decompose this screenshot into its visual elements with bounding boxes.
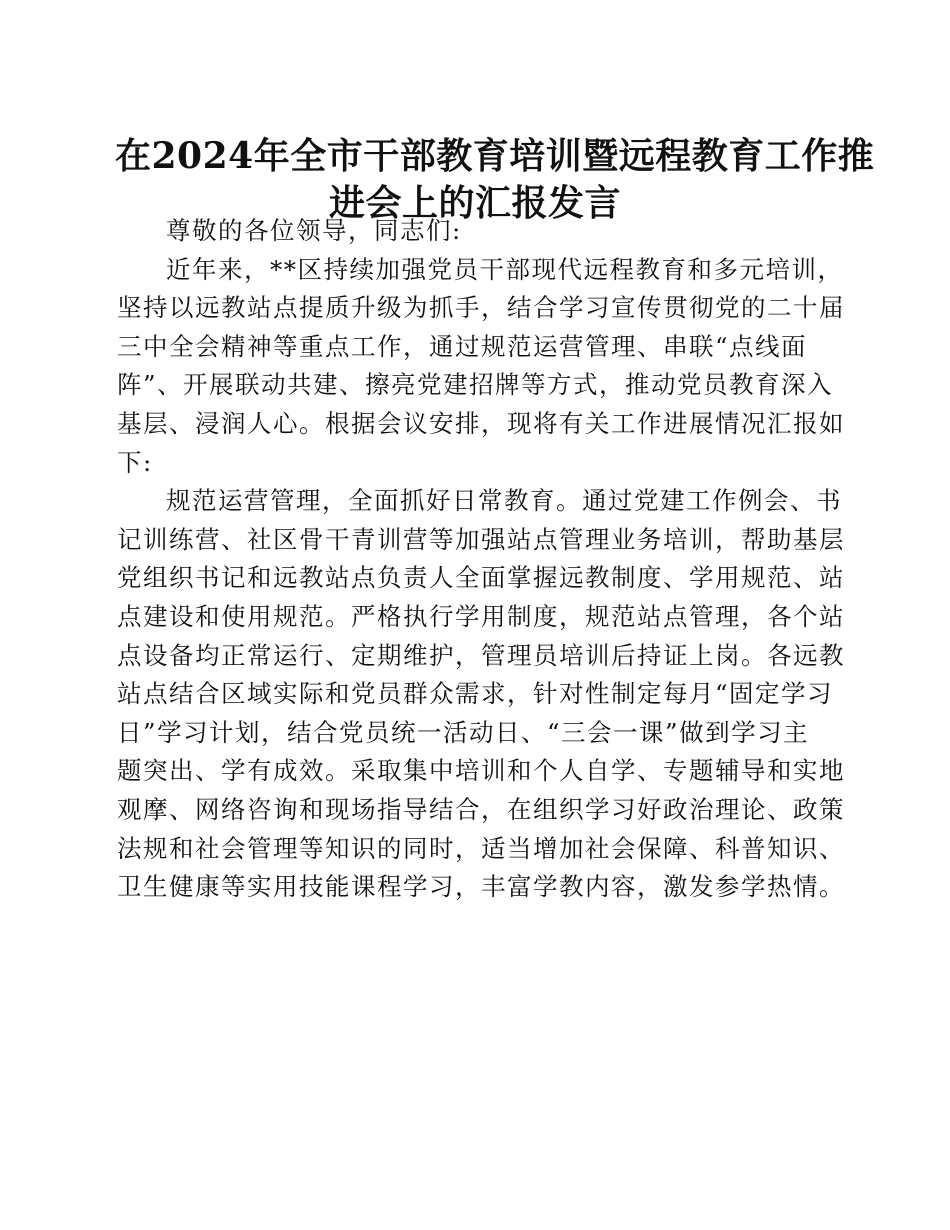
greeting-paragraph [117, 212, 817, 251]
paragraph-line: 点建设和使用规范。严格执行学用制度，规范站点管理，各个站 [117, 601, 845, 631]
paragraph-line: 法规和社会管理等知识的同时，适当增加社会保障、科普知识、 [117, 833, 845, 863]
greeting-line: 尊敬的各位领导，同志们: [166, 216, 462, 245]
paragraph-line: 站点结合区域实际和党员群众需求，针对性制定每月“固定学习 [117, 679, 834, 709]
paragraph-line: 坚持以远教站点提质升级为抓手，结合学习宣传贯彻党的二十届 [117, 293, 845, 323]
paragraph-line: 阵”、开展联动共建、擦亮党建招牌等方式，推动党员教育深入 [117, 370, 834, 400]
title-line: 进会上的汇报发言 [328, 182, 621, 224]
intro-paragraph [117, 251, 845, 483]
paragraph-line: 三中全会精神等重点工作，通过规范运营管理、串联“点线面 [117, 331, 808, 361]
paragraph-line: 记训练营、社区骨干青训营等加强站点管理业务培训，帮助基层 [117, 524, 845, 554]
paragraph-line: 观摩、网络咨询和现场指导结合，在组织学习好政治理论、政策 [117, 794, 845, 824]
paragraph-line: 下: [117, 447, 153, 477]
title-line: 在2024年全市干部教育培训暨远程教育工作推 [115, 135, 875, 177]
paragraph-line: 基层、浸润人心。根据会议安排，现将有关工作进展情况汇报如 [117, 408, 845, 438]
paragraph-line: 日”学习计划，结合党员统一活动日、“三会一课”做到学习主 [117, 717, 810, 747]
paragraph-line: 规范运营管理，全面抓好日常教育。通过党建工作例会、书 [166, 486, 842, 516]
operations-paragraph [117, 482, 845, 907]
paragraph-line: 点设备均正常运行、定期维护，管理员培训后持证上岗。各远教 [117, 640, 845, 670]
paragraph-line: 题突出、学有成效。采取集中培训和个人自学、专题辅导和实地 [117, 756, 845, 786]
document-body [117, 212, 845, 907]
paragraph-line: 近年来，**区持续加强党员干部现代远程教育和多元培训， [166, 254, 844, 284]
paragraph-line: 卫生健康等实用技能课程学习，丰富学教内容，激发参学热情。 [117, 872, 845, 902]
paragraph-line: 党组织书记和远教站点负责人全面掌握远教制度、学用规范、站 [117, 563, 845, 593]
